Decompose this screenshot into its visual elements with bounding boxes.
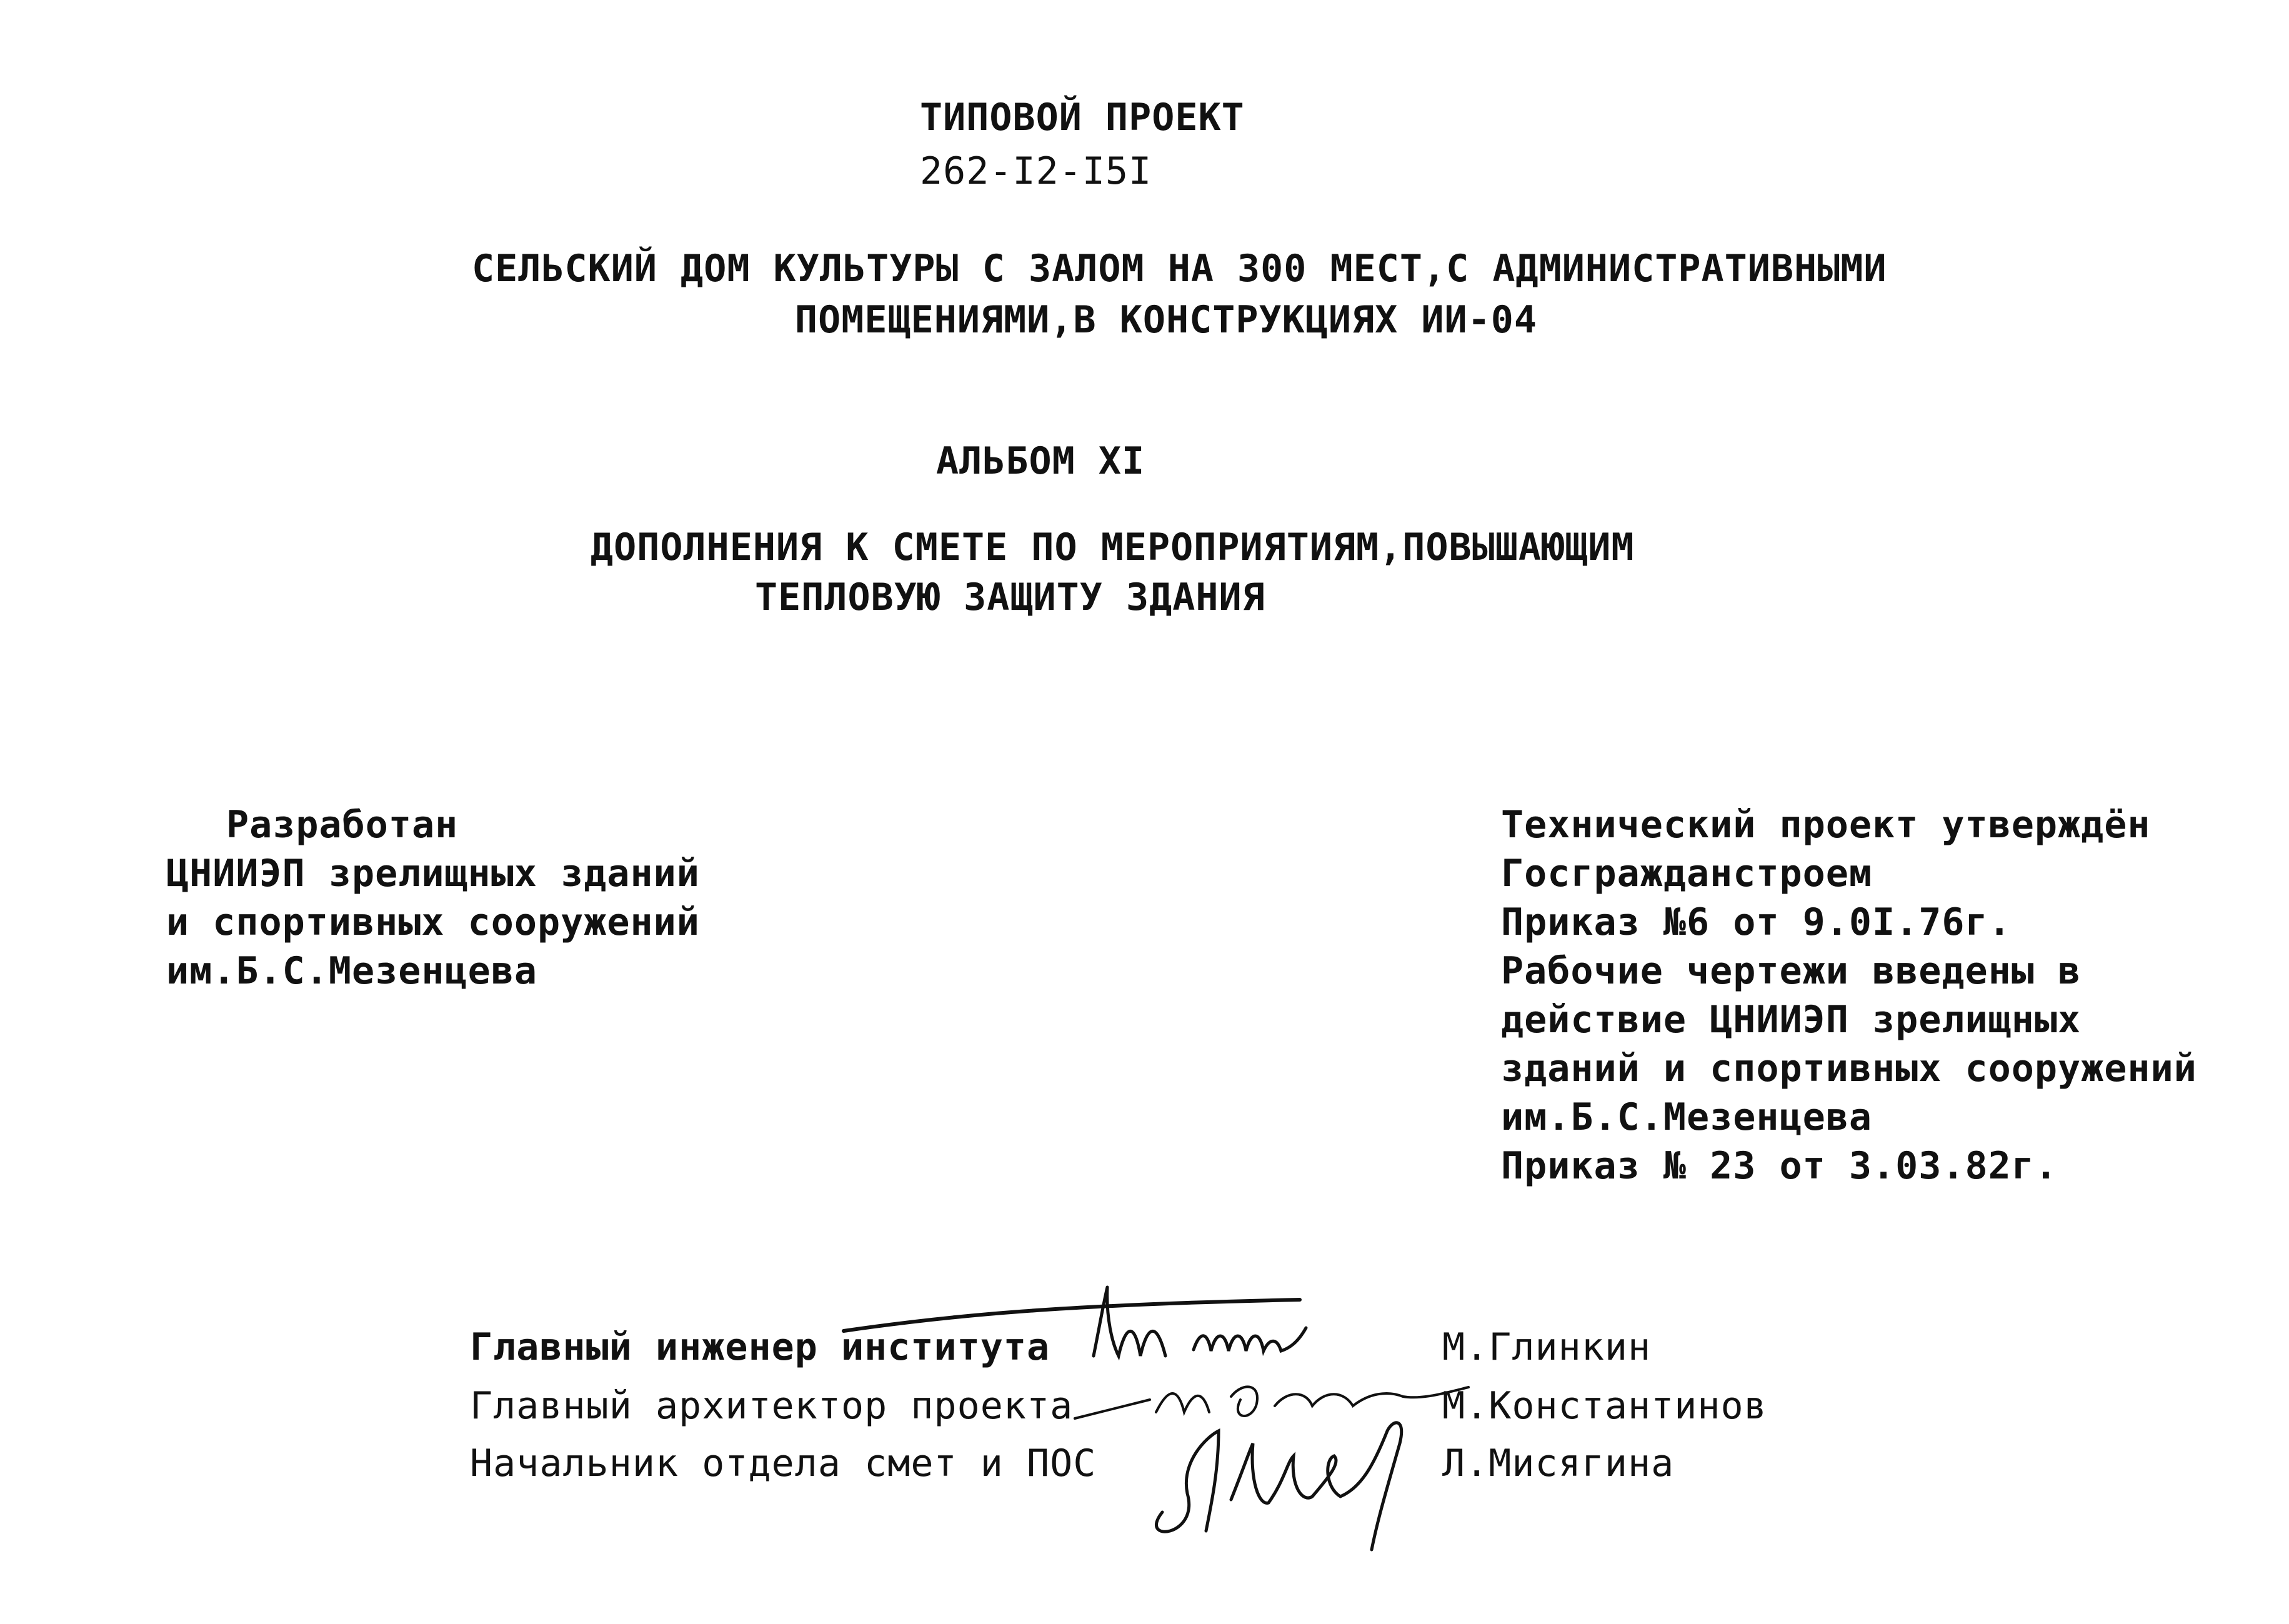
signatory-position: Главный инженер института <box>470 1325 1050 1369</box>
document-type-label: ТИПОВОЙ ПРОЕКТ <box>920 96 1245 139</box>
signatory-position: Главный архитектор проекта <box>470 1384 1074 1428</box>
signatory-name: Л.Мисягина <box>1442 1442 1675 1485</box>
album-subject-line-1: ДОПОЛНЕНИЯ К СМЕТЕ ПО МЕРОПРИЯТИЯМ,ПОВЫШАЮЩИМ <box>591 526 1635 569</box>
album-label: АЛЬБОМ XI <box>936 439 1145 483</box>
approval-line: Технический проект утверждён <box>1501 803 2151 847</box>
signatory-name: М.Константинов <box>1442 1384 1767 1428</box>
album-subject-line-2: ТЕПЛОВУЮ ЗАЩИТУ ЗДАНИЯ <box>755 575 1265 619</box>
signatory-position: Начальник отдела смет и ПОС <box>470 1442 1097 1485</box>
signatory-name: М.Глинкин <box>1442 1325 1652 1369</box>
approval-line: Рабочие чертежи введены в <box>1501 949 2082 993</box>
project-number: 262-I2-I5I <box>920 149 1152 193</box>
developed-by-line: ЦНИИЭП зрелищных зданий <box>166 852 700 895</box>
project-title-line-2: ПОМЕЩЕНИЯМИ,В КОНСТРУКЦИЯХ ИИ-04 <box>795 298 1537 342</box>
project-title-line-1: СЕЛЬСКИЙ ДОМ КУЛЬТУРЫ С ЗАЛОМ НА 300 МЕСТ,С АДМИНИСТРАТИВНЫМИ <box>472 247 1887 291</box>
approval-line: зданий и спортивных сооружений <box>1501 1047 2197 1090</box>
approval-line: им.Б.С.Мезенцева <box>1501 1095 1872 1139</box>
approval-line: Приказ №6 от 9.0I.76г. <box>1501 900 2012 944</box>
developed-by-line: им.Б.С.Мезенцева <box>166 949 537 993</box>
approval-line: действие ЦНИИЭП зрелищных <box>1501 998 2082 1042</box>
signature-estimates-head <box>1125 1393 1450 1556</box>
developed-by-line: Разработан <box>226 803 459 847</box>
approval-line: Госгражданстроем <box>1501 852 1872 895</box>
approval-line: Приказ № 23 от 3.03.82г. <box>1501 1144 2058 1188</box>
developed-by-line: и спортивных сооружений <box>166 900 700 944</box>
